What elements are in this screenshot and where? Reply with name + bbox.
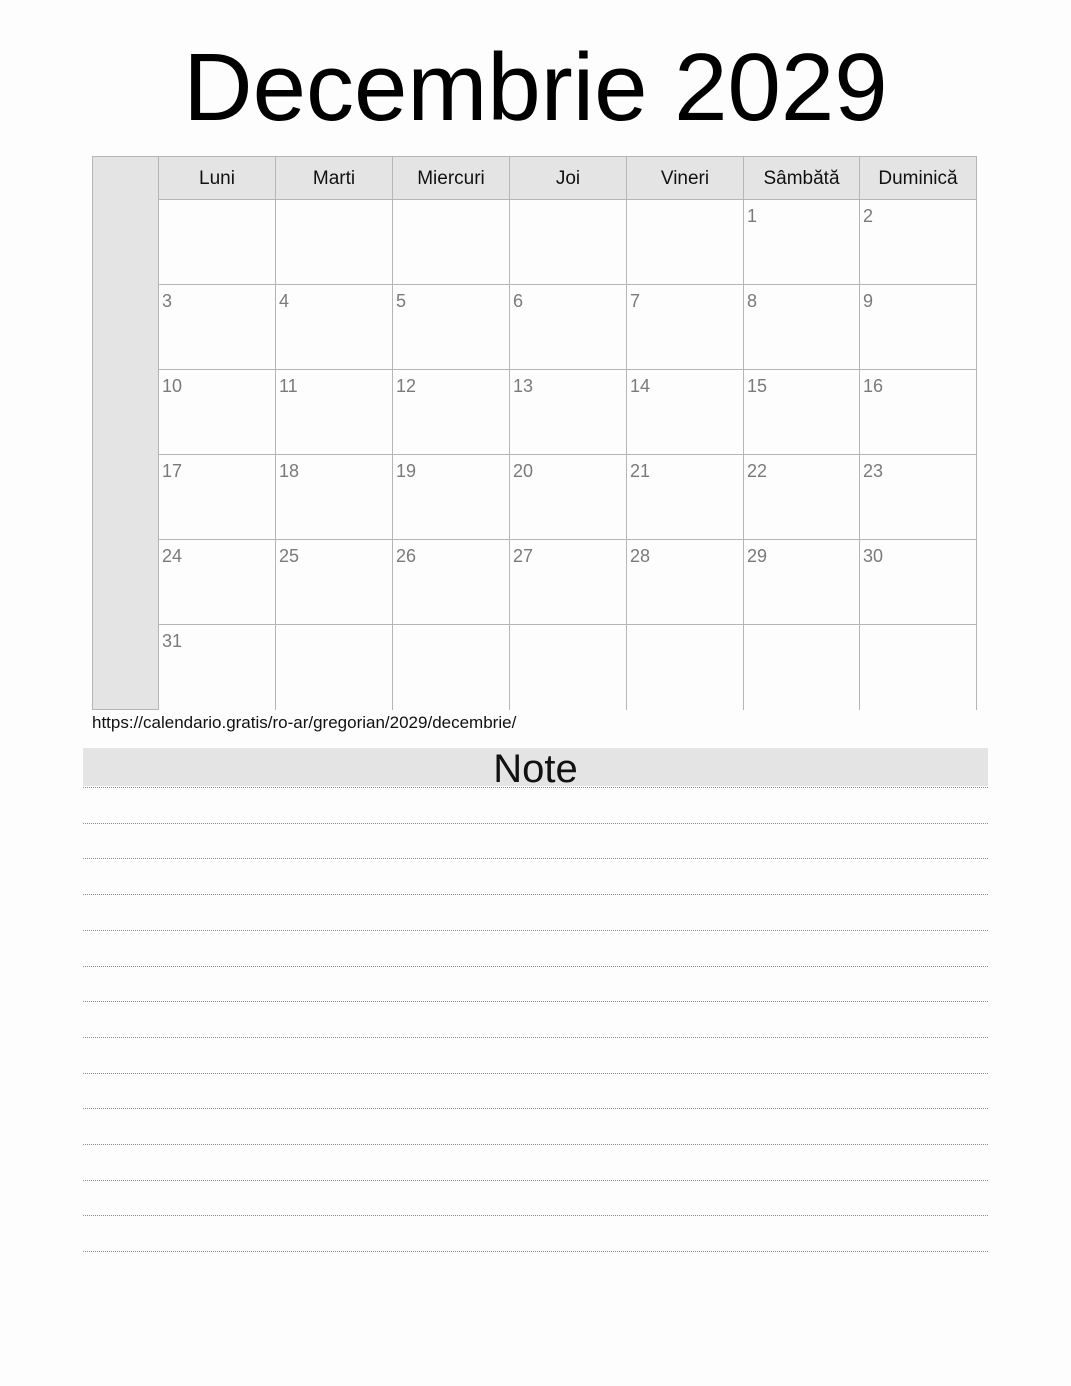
day-number: 24 [162,546,183,566]
day-cell [626,540,743,625]
page-title: Decembrie 2029 [183,34,888,141]
day-cell [158,625,275,710]
day-cell [509,200,626,285]
day-cell [392,625,509,710]
day-cell [158,455,275,540]
note-line [83,1251,988,1252]
day-number: 4 [279,291,290,311]
notes-title: Note [83,748,988,786]
day-cell [392,370,509,455]
day-number: 14 [630,376,651,396]
day-cell [626,455,743,540]
day-cell [275,540,392,625]
day-number: 26 [396,546,417,566]
day-number: 20 [513,461,534,481]
weekday-saturday: Sâmbătă [743,157,859,200]
day-number: 22 [747,461,768,481]
day-number: 29 [747,546,768,566]
day-cell [743,285,859,370]
day-number: 8 [747,291,758,311]
note-line [83,894,988,895]
note-line [83,1001,988,1002]
note-line [83,1180,988,1181]
day-number: 19 [396,461,417,481]
note-line [83,823,988,824]
day-cell [275,370,392,455]
day-cell [743,455,859,540]
day-number: 30 [863,546,884,566]
day-number: 28 [630,546,651,566]
source-url: https://calendario.gratis/ro-ar/gregorian/2029/decembrie/ [92,713,517,732]
weekday-tuesday: Marti [275,157,392,200]
note-line [83,1215,988,1216]
day-cell [743,370,859,455]
note-line [83,1108,988,1109]
day-cell [158,285,275,370]
day-cell [859,625,976,710]
note-line [83,787,988,788]
day-number: 6 [513,291,524,311]
note-line [83,1144,988,1145]
weekday-sunday: Duminică [859,157,976,200]
day-number: 27 [513,546,534,566]
day-number: 13 [513,376,534,396]
day-cell [509,625,626,710]
day-number: 10 [162,376,183,396]
note-line [83,930,988,931]
day-number: 17 [162,461,183,481]
day-cell [509,370,626,455]
day-cell [275,455,392,540]
day-number: 5 [396,291,407,311]
day-cell [743,625,859,710]
day-cell [509,455,626,540]
day-cell [626,200,743,285]
day-cell [158,370,275,455]
calendar-grid [92,156,977,710]
day-cell [392,455,509,540]
week-number-column [93,157,159,709]
day-cell [275,625,392,710]
day-number: 2 [863,206,874,226]
day-number: 16 [863,376,884,396]
day-cell [275,285,392,370]
day-number: 15 [747,376,768,396]
day-cell [158,540,275,625]
day-cell [626,370,743,455]
day-number: 23 [863,461,884,481]
day-number: 21 [630,461,651,481]
day-cell [859,370,976,455]
day-cell [158,200,275,285]
day-number: 9 [863,291,874,311]
day-number: 12 [396,376,417,396]
weekday-thursday: Joi [509,157,626,200]
day-number: 18 [279,461,300,481]
day-number: 3 [162,291,173,311]
day-cell [626,625,743,710]
day-number: 1 [747,206,758,226]
day-cell [743,200,859,285]
day-cell [859,455,976,540]
day-cell [626,285,743,370]
day-cell [743,540,859,625]
day-cell [859,200,976,285]
day-cell [275,200,392,285]
day-cell [859,540,976,625]
day-cell [392,200,509,285]
day-cell [509,540,626,625]
day-cell [859,285,976,370]
note-line [83,1073,988,1074]
day-number: 31 [162,631,183,651]
day-cell [509,285,626,370]
day-cell [392,540,509,625]
note-line [83,1037,988,1038]
calendar-days [158,157,976,709]
note-line [83,858,988,859]
day-number: 25 [279,546,300,566]
weekday-monday: Luni [158,157,275,200]
weekday-wednesday: Miercuri [392,157,509,200]
day-cell [392,285,509,370]
weekday-friday: Vineri [626,157,743,200]
day-number: 11 [279,376,298,396]
day-number: 7 [630,291,641,311]
note-line [83,966,988,967]
